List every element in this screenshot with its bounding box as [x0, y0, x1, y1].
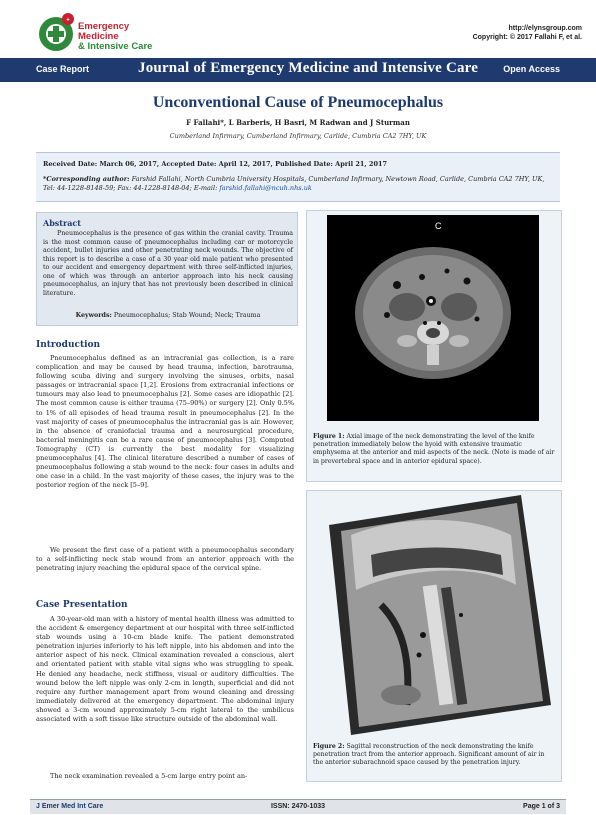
- correspondence: [43, 175, 555, 193]
- correspondence-label: *Corresponding author:: [43, 175, 130, 183]
- figure-1-caption: [313, 433, 555, 466]
- page-footer: [30, 799, 566, 814]
- intro-paragraph-2: We present the first case of a patient with a pneumocephalus secondary to a self-inflicting neck stab wound from an anterior approach with the penetrating injury reaching the epidural space of the cervical spine.: [36, 546, 294, 573]
- journal-banner: [0, 58, 596, 82]
- copyright-notice: Copyright: © 2017 Fallahi F, et al.: [472, 34, 582, 41]
- article-authors: F Fallahi*, L Barberis, H Basri, M Radwan and J Sturman: [186, 118, 410, 127]
- article-info-box: [36, 152, 560, 202]
- abstract-heading: Abstract: [43, 218, 81, 228]
- logo-line-1: Emergency Medicine: [78, 21, 130, 42]
- publisher-info: [473, 24, 582, 42]
- case-paragraph-2: The neck examination revealed a 5-cm large entry point an-: [50, 772, 248, 780]
- figure-1-panel-label: C: [435, 221, 442, 231]
- email-link[interactable]: farshid.fallahi@ncuh.nhs.uk: [219, 184, 312, 192]
- figure-2-caption-label: Figure 2:: [313, 743, 345, 750]
- figure-2: [306, 490, 562, 782]
- footer-journal-abbrev: J Emer Med Int Care: [36, 803, 104, 810]
- journal-logo: [34, 8, 164, 54]
- figure-2-caption: [313, 743, 555, 768]
- figure-1-ct-axial-image: [327, 215, 539, 421]
- logo-line-2: & Intensive Care: [78, 41, 153, 52]
- intro-heading: Introduction: [36, 340, 101, 350]
- intro-paragraph-1: Pneumocephalus defined as an intracranial gas collection, is a rare complication and may be caused by head trauma, infection, barotrauma, following scuba diving and surgery involving the sinuses, orbits, nasal passages or intracranial space [1,2]. Erosions from extracranial infections or tumours may also lead to pneumocephalus [2]. Some cases are idiopathic [2]. The most common cause is either trauma (75–90%) or surgery [2]. Only 0.5% to 1% of all episodes of head trauma result in pneumocephalus [2]. In the vast majority of cases of pneumocephalus the intracranial gas is air. However, in the absence of craniofacial trauma and a neurosurgical procedure, bacterial meningitis can be a rare cause of pneumocephalus [3]. Computed Tomography (CT) is currently the best modality for visualizing pneumocephalus [4]. The clinical literature described a number of cases of pneumocephalus following a stab wound to the neck: four cases in adults and one case in a child. In the vast majority of these cases, the injury was to the posterior region of the neck [5–9].: [36, 354, 294, 490]
- figure-1-caption-label: Figure 1:: [313, 433, 345, 440]
- correspondence-text: Farshid Fallahi, North Cumbria University Hospitals, Cumberland Infirmary, Newtown Road, Carlide, Cumbria CA2 7HY, UK, Tel: 44-1228-8148-59; Fax: 44-1228-8148-04; E-mail:: [43, 175, 545, 192]
- ct-axial-scan: [327, 215, 539, 421]
- logo-emblem-icon: [34, 10, 78, 54]
- figure-1: [306, 210, 562, 482]
- abstract-text: Pneumocephalus is the presence of gas within the cranial cavity. Trauma is the most common cause of pneumocephalus including car or motorcycle accident, bullet injuries and other penetrating neck wounds. The objective of this report is to describe a case of a 30 year old male patient who presented to our accident and emergency department with three self-inflicted injuries, one of which was through an anterior approach into his neck causing pneumocephalus, an injury that has not previously been described in clinical literature.: [43, 230, 293, 297]
- publisher-url[interactable]: http://elynsgroup.com: [508, 25, 582, 32]
- keywords-text: Pneumocephalus; Stab Wound; Neck; Trauma: [113, 312, 261, 319]
- figure-1-caption-text: Axial image of the neck demonstrating the level of the knife penetration immediately below the hyoid with extensive traumatic emphysema at the anterior and mid aspects of the neck. (Note is made of air in prevertebral space and in anterior epidural space).: [313, 433, 555, 465]
- svg-text:+: +: [66, 17, 70, 24]
- article-title: Unconventional Cause of Pneumocephalus: [152, 94, 444, 111]
- footer-issn: ISSN: 2470-1033: [270, 803, 326, 810]
- abstract-box: [36, 212, 298, 326]
- figure-2-caption-text: Sagittal reconstruction of the neck demonstrating the knife penetration tract from the anterior approach. Significant amount of air in the anterior subarachnoid space caused by the penetration injury.: [313, 743, 545, 767]
- journal-name: Journal of Emergency Medicine and Intensive Care: [138, 60, 479, 76]
- article-type: Case Report: [36, 64, 90, 74]
- keywords-label: Keywords:: [75, 312, 112, 319]
- article-dates: Received Date: March 06, 2017, Accepted Date: April 12, 2017, Published Date: April 21, 2017: [43, 160, 388, 168]
- case-heading: Case Presentation: [36, 600, 128, 610]
- case-paragraph-1: A 30-year-old man with a history of mental health illness was admitted to the accident & emergency department at our hospital with three self-inflicted stab wounds using a 10-cm blade knife. The patient demonstrated penetration injuries inferiorly to his left nipple, into his abdomen and into the anterior aspect of his neck. Clinical examination revealed a conscious, alert and orientated patient with stable vital signs who was struggling to speak. He denied any headache, neck stiffness, visual or auditory difficulties. The wound below the left nipple was only 2-cm in length, superficial and did not require any further management apart from wound cleaning and dressing immediately delivered at the emergency department. The abdominal injury showed a 3-cm wound approximately 5-cm right lateral to the umbilicus associated with a soft tissue like structure outside of the abdominal wall.: [36, 615, 294, 724]
- footer-page-number: Page 1 of 3: [523, 803, 560, 810]
- keywords: [43, 312, 293, 319]
- figure-2-ct-sagittal-image: [311, 495, 557, 735]
- open-access-badge: Open Access: [503, 64, 560, 74]
- logo-wordmark: [78, 22, 164, 52]
- article-affiliation: Cumberland Infirmary, Cumberland Infirmary, Carlide, Cumbria CA2 7HY, UK: [169, 132, 427, 140]
